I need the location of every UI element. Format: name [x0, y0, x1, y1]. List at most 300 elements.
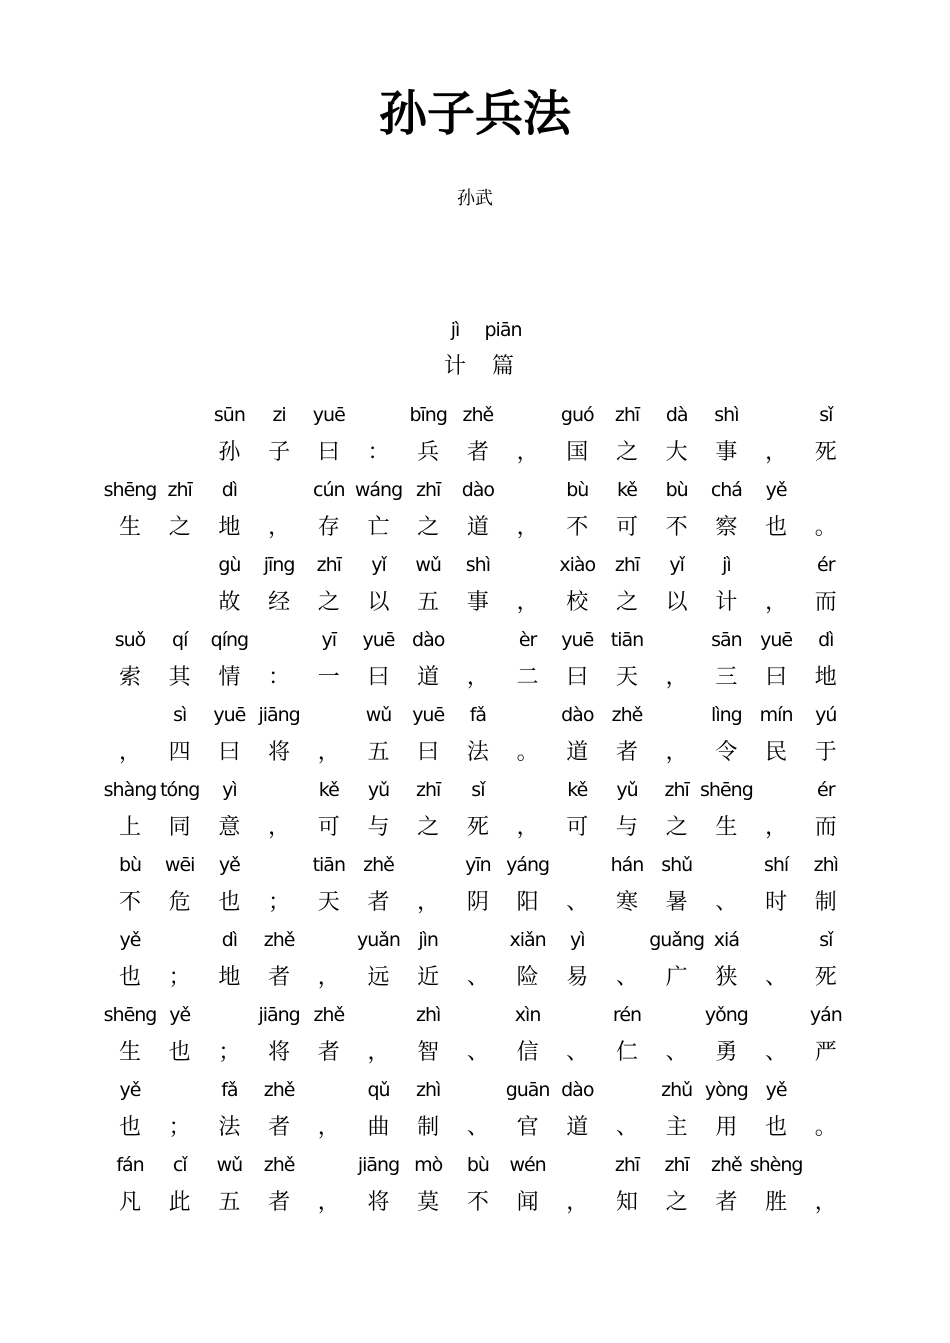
hanzi-character: 天: [615, 665, 638, 690]
hanzi-character: [155, 437, 205, 469]
pinyin-annotation: sǐ: [471, 779, 485, 801]
hanzi-character: ，: [765, 440, 788, 465]
hanzi-character: 阴: [466, 890, 489, 915]
hanzi-character: 智: [417, 1040, 440, 1065]
pinyin-annotation: shì: [465, 554, 490, 576]
pinyin-annotation: dà: [665, 404, 688, 426]
pinyin-annotation: jiāng: [357, 1154, 400, 1176]
hanzi-character: 也: [118, 1115, 141, 1140]
char-cell: [801, 625, 851, 700]
hanzi-character: 大: [665, 440, 688, 465]
pinyin-annotation: zhě: [363, 854, 394, 876]
char-cell: [801, 475, 851, 550]
hanzi-character: 察: [715, 515, 738, 540]
hanzi-character: 事: [715, 440, 738, 465]
hanzi-character: ；: [268, 890, 291, 915]
char-cell: [801, 400, 851, 475]
hanzi-character: 亡: [367, 515, 390, 540]
pinyin-annotation: zhī: [614, 404, 640, 426]
pinyin-annotation: bù: [665, 479, 688, 501]
hanzi-character: 、: [765, 965, 788, 990]
hanzi-character: 其: [168, 665, 191, 690]
hanzi-character: ，: [665, 665, 688, 690]
hanzi-character: 情: [218, 665, 241, 690]
hanzi-character: 不: [466, 1190, 489, 1215]
hanzi-character: 。: [516, 740, 539, 765]
hanzi-character: 令: [715, 740, 738, 765]
pinyin-annotation: zhě: [263, 1154, 295, 1176]
hanzi-character: 曰: [765, 665, 788, 690]
hanzi-character: 、: [615, 1115, 638, 1140]
hanzi-character: ，: [417, 890, 440, 915]
document-title: 孙子兵法: [378, 86, 571, 142]
hanzi-character: 地: [814, 665, 837, 690]
pinyin-annotation: zhě: [462, 404, 494, 426]
hanzi-character: 校: [566, 590, 589, 615]
hanzi-character: 五: [417, 590, 440, 615]
hanzi-character: 、: [466, 965, 489, 990]
hanzi-character: ：: [367, 440, 390, 465]
pinyin-annotation: zhě: [313, 1004, 345, 1026]
pinyin-annotation: yuē: [760, 629, 793, 651]
pinyin-annotation: guǎng: [649, 929, 705, 951]
pinyin-annotation: yán: [809, 1004, 842, 1026]
hanzi-character: 主: [665, 1115, 688, 1140]
pinyin-annotation: shēng: [700, 779, 753, 801]
hanzi-character: ，: [367, 1040, 390, 1065]
hanzi-character: ，: [566, 1190, 589, 1215]
pinyin-annotation: xìn: [514, 1004, 541, 1026]
hanzi-character: 信: [516, 1040, 539, 1065]
pinyin-annotation: yuē: [213, 704, 246, 726]
pinyin-annotation: jīng: [263, 554, 295, 576]
hanzi-character: ：: [268, 665, 291, 690]
pinyin-annotation: yǔ: [367, 779, 390, 801]
pinyin-annotation: zhī: [167, 479, 192, 501]
hanzi-character: 之: [317, 590, 340, 615]
hanzi-character: 险: [516, 965, 539, 990]
hanzi-character: ，: [466, 665, 489, 690]
pinyin-annotation: jiāng: [258, 1004, 300, 1026]
hanzi-character: ，: [317, 740, 340, 765]
hanzi-character: 之: [417, 515, 440, 540]
pinyin-annotation: shèng: [749, 1154, 803, 1176]
pinyin-annotation: kě: [616, 479, 637, 501]
pinyin-annotation: yǐ: [371, 554, 386, 576]
pinyin-annotation: shì: [714, 404, 739, 426]
hanzi-character: 者: [367, 890, 390, 915]
hanzi-character: 国: [566, 440, 589, 465]
char-cell: [801, 1000, 851, 1075]
hanzi-character: 此: [168, 1190, 191, 1215]
hanzi-character: 曲: [367, 1115, 390, 1140]
hanzi-character: [105, 587, 155, 619]
pinyin-annotation: fǎ: [221, 1079, 238, 1101]
hanzi-character: 危: [168, 890, 191, 915]
hanzi-character: 、: [615, 965, 638, 990]
hanzi-character: ，: [765, 815, 788, 840]
hanzi-character: 者: [268, 1190, 291, 1215]
hanzi-character: 阳: [516, 890, 539, 915]
pinyin-annotation: rén: [612, 1004, 642, 1026]
pinyin-annotation: bīng: [409, 404, 447, 426]
pinyin-annotation: yú: [815, 704, 837, 726]
chapter-pinyin: piān: [484, 319, 522, 341]
hanzi-character: 、: [665, 1040, 688, 1065]
pinyin-annotation: zhī: [614, 1154, 640, 1176]
pinyin-annotation: yīn: [465, 854, 491, 876]
pinyin-annotation: ér: [817, 779, 835, 801]
hanzi-character: 、: [466, 1115, 489, 1140]
pinyin-annotation: yě: [169, 1004, 191, 1026]
pinyin-annotation: dào: [412, 629, 445, 651]
pinyin-annotation: [787, 475, 865, 505]
hanzi-character: 凡: [118, 1190, 141, 1215]
pinyin-annotation: yě: [119, 1079, 141, 1101]
hanzi-character: 五: [367, 740, 390, 765]
hanzi-character: 以: [665, 590, 688, 615]
pinyin-annotation: bù: [566, 479, 589, 501]
hanzi-character: 存: [317, 515, 340, 540]
pinyin-annotation: [787, 1075, 865, 1105]
hanzi-character: 子: [268, 440, 291, 465]
pinyin-annotation: yě: [765, 1079, 787, 1101]
char-cell: [801, 775, 851, 850]
pinyin-annotation: wǔ: [216, 1154, 243, 1176]
pinyin-annotation: yuē: [362, 629, 395, 651]
hanzi-character: 、: [715, 890, 738, 915]
hanzi-character: 、: [466, 1040, 489, 1065]
hanzi-character: 制: [814, 890, 837, 915]
pinyin-annotation: ér: [817, 554, 835, 576]
pinyin-annotation: shēng: [103, 479, 157, 501]
hanzi-character: 意: [218, 815, 241, 840]
hanzi-character: 曰: [218, 740, 241, 765]
hanzi-character: 可: [317, 815, 340, 840]
hanzi-character: 制: [417, 1115, 440, 1140]
pinyin-annotation: yuē: [561, 629, 594, 651]
hanzi-character: 道: [566, 740, 589, 765]
hanzi-character: 生: [715, 815, 738, 840]
pinyin-annotation: qí: [172, 629, 188, 651]
pinyin-annotation: mín: [759, 704, 793, 726]
hanzi-character: 之: [665, 1190, 688, 1215]
pinyin-annotation: sì: [173, 704, 187, 726]
hanzi-character: 法: [466, 740, 489, 765]
pinyin-annotation: wǔ: [415, 554, 441, 576]
hanzi-character: ；: [218, 1040, 241, 1065]
hanzi-character: 用: [715, 1115, 738, 1140]
hanzi-character: 官: [516, 1115, 539, 1140]
hanzi-character: 胜: [765, 1190, 788, 1215]
hanzi-character: 也: [765, 1115, 788, 1140]
hanzi-character: ，: [765, 590, 788, 615]
hanzi-character: 莫: [417, 1190, 440, 1215]
char-cell: [801, 550, 851, 625]
hanzi-character: 时: [765, 890, 788, 915]
pinyin-annotation: hán: [610, 854, 644, 876]
hanzi-character: ，: [516, 815, 539, 840]
pinyin-annotation: wǔ: [365, 704, 392, 726]
hanzi-character: ，: [814, 1190, 837, 1215]
hanzi-character: 生: [118, 1040, 141, 1065]
hanzi-character: 地: [218, 965, 241, 990]
pinyin-annotation: yě: [218, 854, 240, 876]
pinyin-annotation: tiān: [610, 629, 644, 651]
hanzi-character: 索: [118, 665, 141, 690]
hanzi-character: ，: [317, 1190, 340, 1215]
hanzi-character: 道: [466, 515, 489, 540]
hanzi-character: 天: [317, 890, 340, 915]
hanzi-character: ，: [317, 965, 340, 990]
pinyin-annotation: shí: [763, 854, 789, 876]
hanzi-character: ，: [516, 590, 539, 615]
hanzi-character: 之: [665, 815, 688, 840]
pinyin-annotation: shàng: [103, 779, 157, 801]
hanzi-character: ，: [317, 1115, 340, 1140]
pinyin-annotation: kě: [318, 779, 339, 801]
hanzi-character: 地: [218, 515, 241, 540]
char-cell: [801, 1075, 851, 1150]
hanzi-character: 、: [765, 1040, 788, 1065]
pinyin-annotation: yǔ: [616, 779, 638, 801]
pinyin-annotation: zi: [272, 404, 286, 426]
hanzi-character: 也: [168, 1040, 191, 1065]
hanzi-character: 广: [665, 965, 688, 990]
hanzi-character: [155, 587, 205, 619]
pinyin-annotation: dì: [818, 629, 834, 651]
hanzi-character: 闻: [516, 1190, 539, 1215]
pinyin-annotation: guó: [560, 404, 594, 426]
pinyin-annotation: tiān: [312, 854, 345, 876]
pinyin-annotation: wáng: [354, 479, 403, 501]
pinyin-annotation: gù: [218, 554, 241, 576]
pinyin-annotation: zhì: [813, 854, 838, 876]
pinyin-annotation: cún: [313, 479, 345, 501]
pinyin-annotation: sūn: [213, 404, 245, 426]
pinyin-annotation: yuē: [312, 404, 345, 426]
hanzi-character: 也: [118, 965, 141, 990]
pinyin-annotation: dào: [461, 479, 495, 501]
hanzi-character: 。: [814, 515, 837, 540]
hanzi-character: 之: [417, 815, 440, 840]
pinyin-annotation: dào: [561, 1079, 594, 1101]
hanzi-character: 易: [566, 965, 589, 990]
hanzi-character: ；: [168, 965, 191, 990]
pinyin-annotation: sǐ: [819, 929, 833, 951]
pinyin-annotation: jiāng: [258, 704, 300, 726]
pinyin-annotation: zhì: [416, 1079, 441, 1101]
pinyin-annotation: zhě: [263, 929, 295, 951]
hanzi-character: ，: [268, 515, 291, 540]
hanzi-character: 于: [814, 740, 837, 765]
pinyin-annotation: lìng: [711, 704, 742, 726]
pinyin-annotation: èr: [518, 629, 537, 651]
hanzi-character: 一: [317, 665, 340, 690]
hanzi-character: 寒: [615, 890, 638, 915]
pinyin-annotation: yuǎn: [357, 929, 400, 951]
pinyin-annotation: zhī: [416, 479, 441, 501]
hanzi-character: 之: [615, 590, 638, 615]
hanzi-character: 死: [814, 965, 837, 990]
pinyin-annotation: yī: [321, 629, 337, 651]
pinyin-annotation: zhǔ: [661, 1079, 693, 1101]
pinyin-annotation: wén: [509, 1154, 546, 1176]
hanzi-character: 暑: [665, 890, 688, 915]
hanzi-character: 也: [765, 515, 788, 540]
hanzi-character: ，: [268, 815, 291, 840]
pinyin-annotation: zhī: [664, 779, 689, 801]
pinyin-annotation: dào: [561, 704, 594, 726]
pinyin-annotation: yǒng: [704, 1004, 748, 1026]
hanzi-character: 上: [118, 815, 141, 840]
char-cell: [801, 925, 851, 1000]
pinyin-annotation: zhě: [263, 1079, 295, 1101]
hanzi-character: 死: [466, 815, 489, 840]
pinyin-annotation: cǐ: [172, 1154, 187, 1176]
pinyin-annotation: zhě: [611, 704, 643, 726]
pinyin-annotation: sān: [711, 629, 742, 651]
pinyin-annotation: kě: [567, 779, 588, 801]
hanzi-character: ，: [516, 515, 539, 540]
hanzi-character: 不: [665, 515, 688, 540]
pinyin-annotation: yì: [570, 929, 585, 951]
hanzi-character: 也: [218, 890, 241, 915]
hanzi-character: 曰: [367, 665, 390, 690]
pinyin-annotation: jì: [722, 554, 731, 576]
hanzi-character: 知: [615, 1190, 638, 1215]
pinyin-annotation: yě: [765, 479, 787, 501]
pinyin-annotation: zhě: [711, 1154, 742, 1176]
hanzi-character: ；: [168, 1115, 191, 1140]
hanzi-character: 之: [615, 440, 638, 465]
pinyin-annotation: qǔ: [367, 1079, 390, 1101]
pinyin-annotation: yáng: [506, 854, 550, 876]
hanzi-character: 严: [814, 1040, 837, 1065]
pinyin-annotation: zhì: [416, 1004, 441, 1026]
hanzi-character: 法: [218, 1115, 241, 1140]
char-cell: [801, 700, 851, 775]
pinyin-annotation: xiá: [713, 929, 739, 951]
pinyin-annotation: dì: [221, 479, 238, 501]
pinyin-annotation: xiǎn: [509, 929, 546, 951]
pinyin-annotation: zhī: [664, 1154, 689, 1176]
pinyin-annotation: shǔ: [661, 854, 693, 876]
hanzi-character: 近: [417, 965, 440, 990]
chapter-pinyin: jì: [450, 319, 460, 341]
hanzi-character: 者: [268, 1115, 291, 1140]
hanzi-character: 者: [317, 1040, 340, 1065]
hanzi-character: ，: [516, 440, 539, 465]
pinyin-annotation: suǒ: [114, 629, 146, 651]
hanzi-character: 死: [814, 440, 837, 465]
pinyin-annotation: fán: [116, 1154, 144, 1176]
hanzi-character: 将: [268, 740, 291, 765]
hanzi-character: 兵: [417, 440, 440, 465]
pinyin-annotation: zhī: [316, 554, 341, 576]
pinyin-annotation: wēi: [164, 854, 195, 876]
hanzi-character: 。: [814, 1115, 837, 1140]
hanzi-character: 五: [218, 1190, 241, 1215]
hanzi-character: 经: [268, 590, 291, 615]
pinyin-annotation: guān: [505, 1079, 550, 1101]
hanzi-character: 者: [268, 965, 291, 990]
hanzi-character: 事: [466, 590, 489, 615]
pinyin-annotation: mò: [414, 1154, 443, 1176]
hanzi-character: 而: [814, 815, 837, 840]
hanzi-character: 民: [765, 740, 788, 765]
pinyin-annotation: shēng: [103, 1004, 157, 1026]
hanzi-character: 同: [168, 815, 191, 840]
hanzi-character: 将: [367, 1190, 390, 1215]
hanzi-character: 可: [566, 815, 589, 840]
pinyin-annotation: yǐ: [669, 554, 684, 576]
pinyin-annotation: dì: [221, 929, 238, 951]
hanzi-character: 曰: [317, 440, 340, 465]
pinyin-annotation: xiào: [559, 554, 596, 576]
hanzi-character: ，: [665, 740, 688, 765]
document-author: 孙武: [457, 188, 493, 209]
hanzi-character: 与: [367, 815, 390, 840]
hanzi-character: 曰: [417, 740, 440, 765]
pinyin-annotation: bù: [118, 854, 142, 876]
hanzi-character: 生: [118, 515, 141, 540]
hanzi-character: 远: [367, 965, 390, 990]
hanzi-character: 故: [218, 590, 241, 615]
hanzi-character: 而: [814, 590, 837, 615]
char-cell: [801, 850, 851, 925]
hanzi-character: 曰: [566, 665, 589, 690]
hanzi-character: 孙: [218, 440, 241, 465]
pinyin-annotation: yòng: [704, 1079, 748, 1101]
hanzi-character: 三: [715, 665, 738, 690]
pinyin-annotation: yì: [222, 779, 237, 801]
pinyin-annotation: sǐ: [819, 404, 833, 426]
hanzi-character: 之: [168, 515, 191, 540]
char-cell: [801, 1150, 851, 1225]
hanzi-character: 不: [566, 515, 589, 540]
hanzi-character: 将: [268, 1040, 291, 1065]
hanzi-character: 勇: [715, 1040, 738, 1065]
hanzi-character: 以: [367, 590, 390, 615]
pinyin-annotation: jìn: [418, 929, 438, 951]
hanzi-character: 计: [715, 590, 738, 615]
hanzi-character: 道: [417, 665, 440, 690]
pinyin-annotation: yě: [119, 929, 141, 951]
pinyin-annotation: zhī: [416, 779, 441, 801]
hanzi-character: 者: [615, 740, 638, 765]
pinyin-annotation: tóng: [160, 779, 200, 801]
hanzi-character: 者: [715, 1190, 738, 1215]
hanzi-character: 、: [566, 1040, 589, 1065]
hanzi-character: 与: [615, 815, 638, 840]
chapter-heading-char: 计: [443, 354, 466, 379]
hanzi-character: ，: [118, 740, 141, 765]
pinyin-annotation: chá: [710, 479, 742, 501]
chapter-heading-char: 篇: [491, 354, 514, 379]
pinyin-annotation: fǎ: [469, 704, 487, 726]
hanzi-character: 不: [118, 890, 141, 915]
pinyin-annotation: bù: [466, 1154, 489, 1176]
hanzi-character: 二: [516, 665, 539, 690]
hanzi-character: 道: [566, 1115, 589, 1140]
hanzi-character: 四: [168, 740, 191, 765]
hanzi-character: 狭: [715, 965, 738, 990]
hanzi-character: [105, 437, 155, 469]
pinyin-annotation: zhī: [614, 554, 640, 576]
pinyin-annotation: yuē: [412, 704, 445, 726]
hanzi-character: 仁: [615, 1040, 638, 1065]
